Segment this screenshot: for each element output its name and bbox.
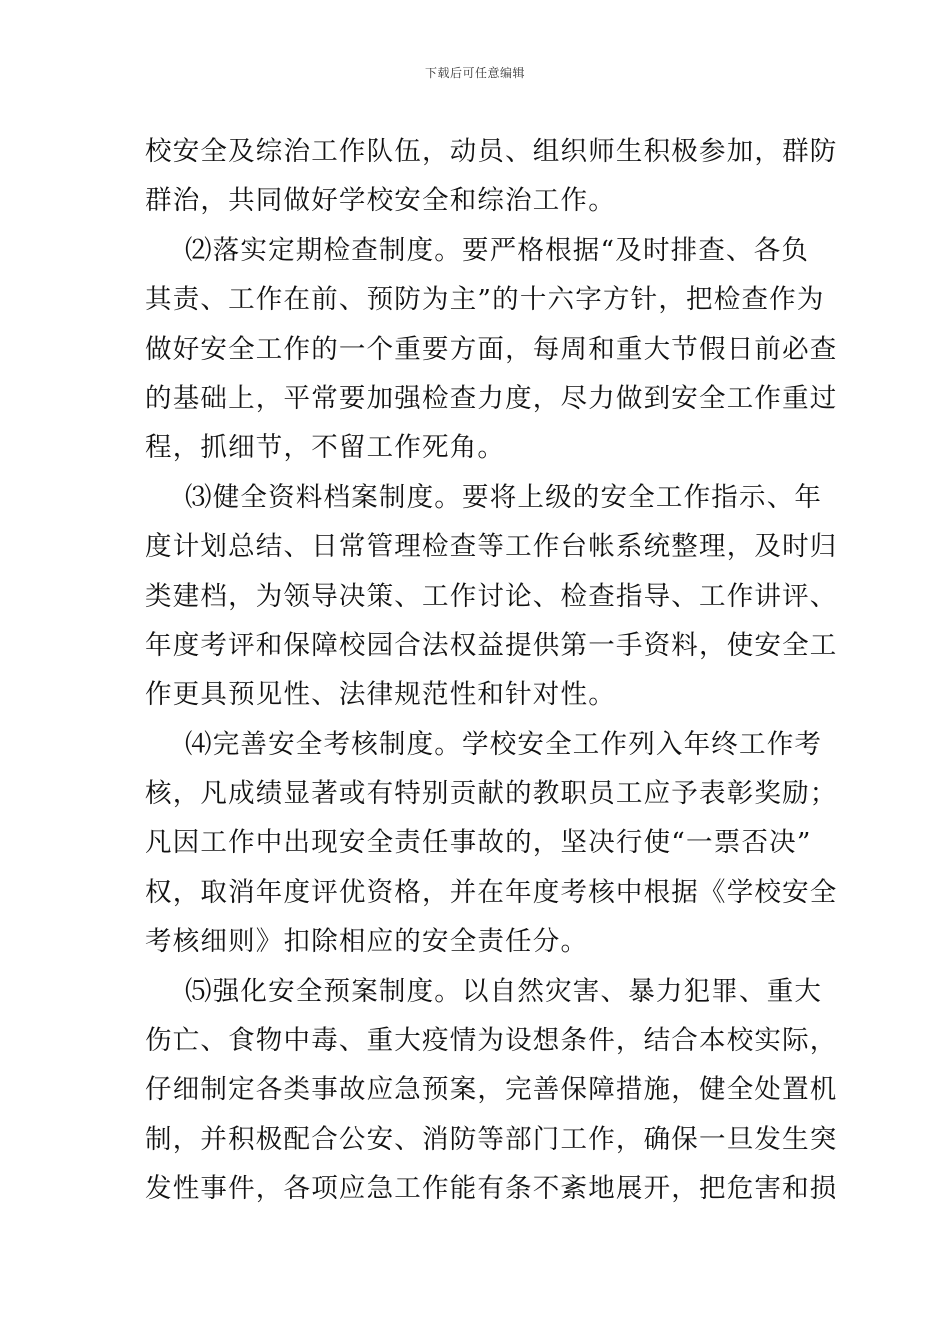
text-line: 类建档，为领导决策、工作讨论、检查指导、工作讲评、 [145, 580, 838, 612]
text-line: 度计划总结、日常管理检查等工作台帐系统整理，及时归 [145, 531, 838, 563]
text-line: ⑷完善安全考核制度。学校安全工作列入年终工作考 [185, 728, 823, 760]
text-line: 核，凡成绩显著或有特别贡献的教职员工应予表彰奖励； [145, 778, 838, 810]
text-line: 伤亡、食物中毒、重大疫情为设想条件，结合本校实际， [145, 1025, 838, 1057]
text-line: 考核细则》扣除相应的安全责任分。 [145, 926, 589, 958]
text-line: 权，取消年度评优资格，并在年度考核中根据《学校安全 [145, 876, 838, 908]
text-line: 群治，共同做好学校安全和综治工作。 [145, 185, 616, 217]
text-line: ⑶健全资料档案制度。要将上级的安全工作指示、年 [185, 481, 823, 513]
text-line: 做好安全工作的一个重要方面，每周和重大节假日前必查 [145, 333, 838, 365]
text-line: ⑸强化安全预案制度。以自然灾害、暴力犯罪、重大 [185, 975, 823, 1007]
text-line: 凡因工作中出现安全责任事故的，坚决行使“一票否决” [145, 827, 812, 859]
header-note: 下载后可任意编辑 [424, 66, 525, 80]
text-line: 制，并积极配合公安、消防等部门工作，确保一旦发生突 [145, 1123, 838, 1155]
text-line: 校安全及综治工作队伍，动员、组织师生积极参加，群防 [145, 136, 838, 167]
text-line: 的基础上，平常要加强检查力度，尽力做到安全工作重过 [145, 382, 838, 414]
text-line: 仔细制定各类事故应急预案，完善保障措施，健全处置机 [145, 1074, 838, 1106]
text-line: 年度考评和保障校园合法权益提供第一手资料，使安全工 [145, 629, 838, 661]
text-line: 作更具预见性、法律规范性和针对性。 [145, 679, 616, 711]
body-text [145, 127, 838, 1214]
text-line: 发性事件，各项应急工作能有条不紊地展开，把危害和损 [145, 1173, 838, 1205]
text-line: ⑵落实定期检查制度。要严格根据“及时排查、各负 [185, 234, 810, 266]
text-line: 其责、工作在前、预防为主”的十六字方针，把检查作为 [145, 284, 825, 316]
text-line: 程，抓细节，不留工作死角。 [145, 432, 506, 464]
